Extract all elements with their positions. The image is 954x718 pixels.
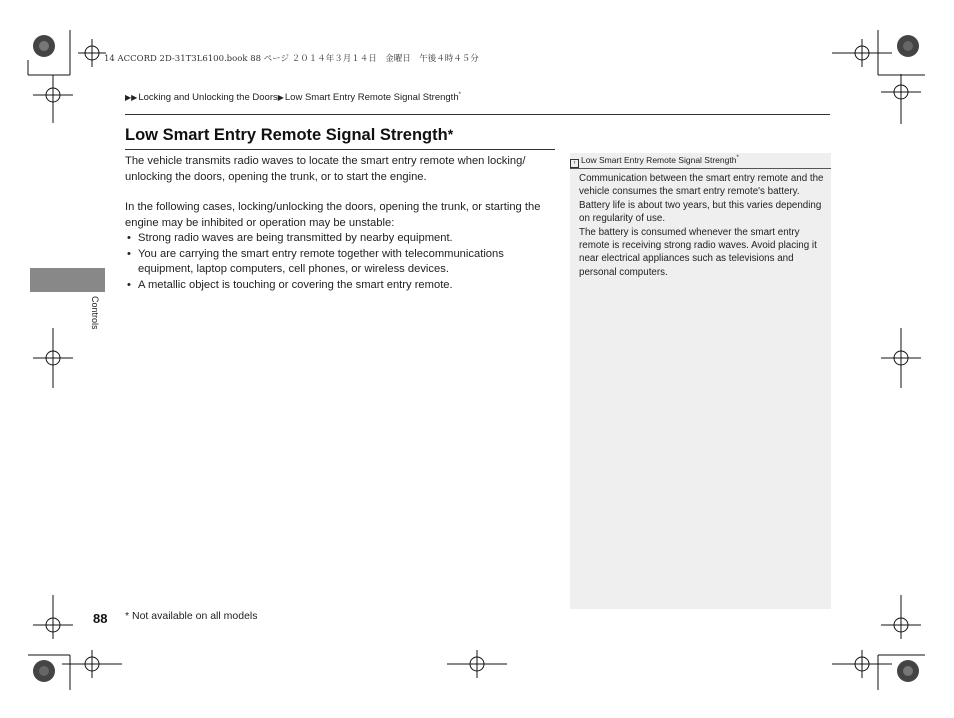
breadcrumb-page: Low Smart Entry Remote Signal Strength <box>284 92 459 104</box>
footnote: * Not available on all models <box>125 610 258 622</box>
main-body <box>125 154 550 293</box>
list-item: • You are carrying the smart entry remote together with telecommunications equipment, laptop computers, cell phones, or wireless devices. <box>125 247 550 278</box>
side-note-body <box>579 172 825 279</box>
title-rule <box>125 149 555 150</box>
cases-list <box>125 231 550 293</box>
side-note-heading[interactable] <box>570 155 831 168</box>
chapter-tab-label: Controls <box>90 296 100 330</box>
breadcrumb-section[interactable]: Locking and Unlocking the Doors <box>138 92 278 104</box>
side-note-paragraph: Communication between the smart entry remote and the vehicle consumes the smart entry remote's battery. <box>579 173 824 198</box>
intro-paragraph: The vehicle transmits radio waves to locate the smart entry remote when locking/ unlocking the doors, opening the trunk, or to start the engine. <box>125 155 526 183</box>
list-item: • A metallic object is touching or covering the smart entry remote. <box>125 278 550 294</box>
breadcrumb <box>125 92 461 103</box>
header-rule <box>125 114 830 115</box>
paragraph-spacer <box>125 185 550 200</box>
chapter-tab[interactable] <box>30 268 105 292</box>
breadcrumb-separator-icon: ▶ <box>277 93 284 103</box>
cases-intro-paragraph: In the following cases, locking/unlocking the doors, opening the trunk, or starting the engine may be inhibited or operation may be unstable: <box>125 201 541 229</box>
list-item: • Strong radio waves are being transmitted by nearby equipment. <box>125 231 550 247</box>
page-number: 88 <box>93 611 108 626</box>
side-note-heading-text: Low Smart Entry Remote Signal Strength <box>581 155 737 165</box>
reference-box-icon: › <box>570 159 579 168</box>
side-note-asterisk: * <box>736 155 739 162</box>
breadcrumb-arrows-icon: ▶▶ <box>125 93 138 103</box>
side-note-paragraph: The battery is consumed whenever the smart entry remote is receiving strong radio waves. Avoid placing it near electrical appliances such as televisions and personal computers. <box>579 226 817 278</box>
breadcrumb-asterisk: * <box>458 92 461 98</box>
print-file-header: 14 ACCORD 2D-31T3L6100.book 88 ページ ２０１４年３月１４日 金曜日 午後４時４５分 <box>104 54 479 64</box>
page-title-text: Low Smart Entry Remote Signal Strength <box>125 126 448 144</box>
page-title <box>125 126 453 145</box>
side-note-rule <box>570 168 831 169</box>
side-note-paragraph: Battery life is about two years, but this varies depending on regularity of use. <box>579 199 822 225</box>
page-title-asterisk: * <box>447 126 454 142</box>
